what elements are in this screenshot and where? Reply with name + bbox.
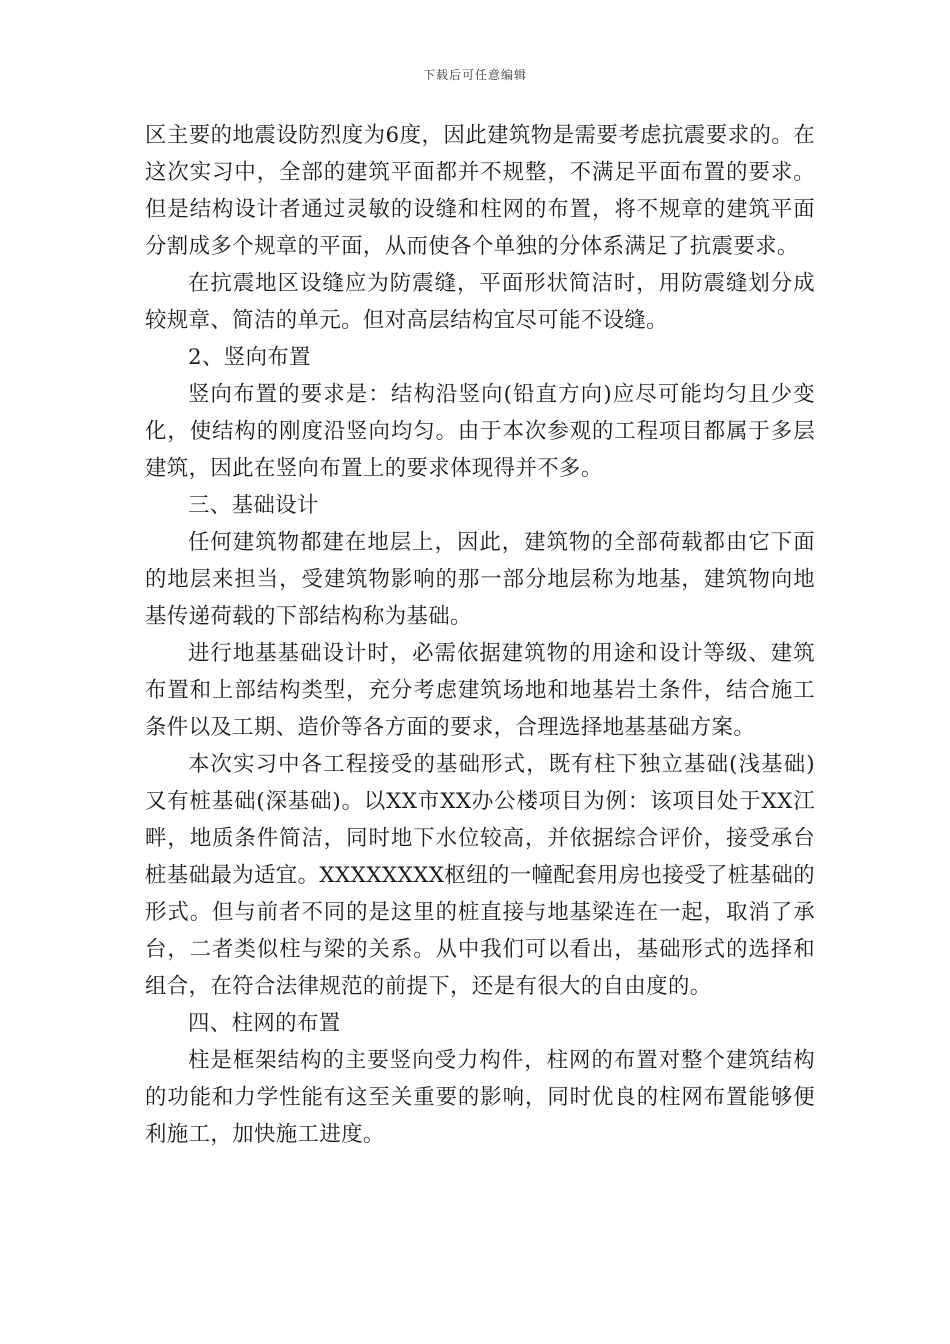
section-heading-column-grid: 四、柱网的布置 [188, 1011, 341, 1036]
paragraph-vertical-layout: 竖向布置的要求是：结构沿竖向(铅直方向)应尽可能均匀且少变化，使结构的刚度沿竖向均匀。由于本次参观的工程项目都属于多层建筑，因此在竖向布置上的要求体现得并不多。 [145, 382, 815, 481]
document-body [145, 117, 815, 1153]
paragraph-foundation-design-process: 进行地基基础设计时，必需依据建筑物的用途和设计等级、建筑布置和上部结构类型，充分考虑建筑场地和地基岩土条件，结合施工条件以及工期、造价等各方面的要求，合理选择地基基础方案。 [145, 641, 815, 740]
paragraph-seismic-intensity: 区主要的地震设防烈度为6度，因此建筑物是需要考虑抗震要求的。在这次实习中，全部的建筑平面都并不规整，不满足平面布置的要求。但是结构设计者通过灵敏的设缝和柱网的布置，将不规章的建筑平面分割成多个规章的平面，从而使各个单独的分体系满足了抗震要求。 [145, 123, 815, 259]
paragraph-column-grid: 柱是框架结构的主要竖向受力构件，柱网的布置对整个建筑结构的功能和力学性能有这至关重要的影响，同时优良的柱网布置能够便利施工，加快施工进度。 [145, 1048, 815, 1147]
paragraph-seismic-joint: 在抗震地区设缝应为防震缝，平面形状简洁时，用防震缝划分成较规章、简洁的单元。但对高层结构宜尽可能不设缝。 [145, 271, 815, 333]
page-header-note: 下载后可任意编辑 [422, 68, 527, 82]
section-heading-vertical-layout: 2、竖向布置 [188, 345, 311, 370]
paragraph-foundation-definition: 任何建筑物都建在地层上，因此，建筑物的全部荷载都由它下面的地层来担当，受建筑物影响的那一部分地层称为地基，建筑物向地基传递荷载的下部结构称为基础。 [145, 530, 815, 629]
paragraph-foundation-forms: 本次实习中各工程接受的基础形式，既有柱下独立基础(浅基础)又有桩基础(深基础)。以XX市XX办公楼项目为例：该项目处于XX江畔，地质条件简洁，同时地下水位较高，并依据综合评价，接受承台桩基础最为适宜。XXXXXXXX枢纽的一幢配套用房也接受了桩基础的形式。但与前者不同的是这里的桩直接与地基梁连在一起，取消了承台，二者类似柱与梁的关系。从中我们可以看出，基础形式的选择和组合，在符合法律规范的前提下，还是有很大的自由度的。 [145, 752, 815, 999]
section-heading-foundation-design: 三、基础设计 [188, 493, 319, 518]
